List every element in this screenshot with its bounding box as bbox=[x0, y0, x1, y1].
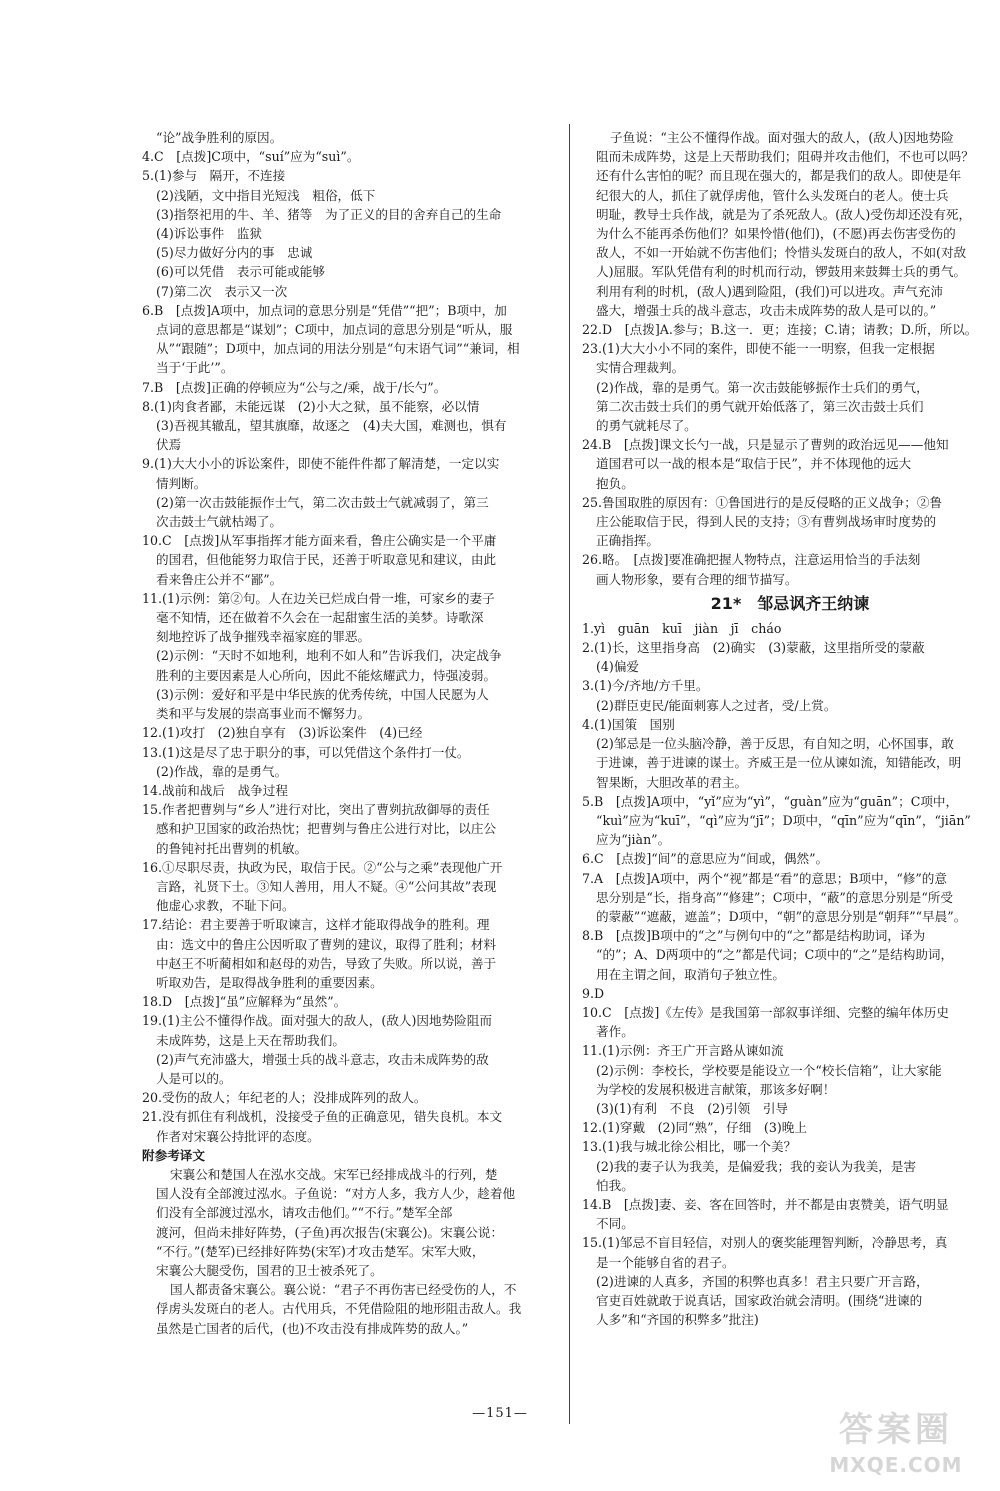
answer-line: 9.D bbox=[582, 985, 605, 1001]
answer-line: 1.yì guān kuī jiàn jī cháo bbox=[582, 620, 782, 636]
right-column bbox=[582, 128, 998, 1329]
answer-line: 毫不知情，还在做着不久会在一起甜蜜生活的美梦。诗歌深 bbox=[156, 610, 484, 626]
answer-line: 明耻，教导士兵作战，就是为了杀死敌人。(敌人)受伤却还没有死， bbox=[596, 206, 972, 222]
answer-line: 听取劝告，是取得战争胜利的重要因素。 bbox=[156, 974, 383, 990]
answer-line: 15.(1)邹忌不盲目轻信，对别人的褒奖能理智判断，冷静思考，真 bbox=[582, 1235, 948, 1251]
answer-line: 盛大，增强士兵的战斗意志，攻击未成阵势的敌人是可以的。” bbox=[596, 302, 937, 318]
answer-line: 看来鲁庄公并不“鄙”。 bbox=[156, 571, 283, 587]
answer-line: 由：选文中的鲁庄公因听取了曹刿的建议，取得了胜利；材料 bbox=[156, 936, 497, 952]
answer-line: 实情合理裁判。 bbox=[596, 360, 685, 376]
answer-line: 16.①尽职尽责，执政为民，取信于民。②“公与之乘”表现他广开 bbox=[142, 859, 503, 875]
answer-line: “kuì”应为“kuī”，“qì”应为“jī”；D项中，“qīn”应为“qīn”，“jiān” bbox=[596, 812, 971, 828]
answer-line: 7.A [点拨]A项中，两个“视”都是“看”的意思；B项中，“修”的意 bbox=[582, 870, 947, 886]
answer-line: 智果断，大胆改革的君主。 bbox=[596, 774, 748, 790]
answer-line: 2.(1)长，这里指身高 (2)确实 (3)蒙蔽，这里指所受的蒙蔽 bbox=[582, 640, 925, 656]
answer-line: 官吏百姓就敢于说真话，国家政治就会清明。(围绕“进谏的 bbox=[596, 1292, 923, 1308]
answer-line: 宋襄公大腿受伤，国君的卫士被杀死了。 bbox=[156, 1262, 383, 1278]
answer-line: 7.B [点拨]正确的停顿应为“公与之/乘，战于/长勺”。 bbox=[142, 379, 447, 395]
answer-line: 不同。 bbox=[596, 1216, 634, 1232]
watermark-logo bbox=[806, 1408, 986, 1488]
right-column-section-answers bbox=[582, 619, 998, 1330]
answer-line: 6.B [点拨]A项中，加点词的意思分别是“凭借”“把”；B项中，加 bbox=[142, 302, 507, 318]
answer-line: 还有什么害怕的呢？而且现在强大的，都是我们的敌人。即使是年 bbox=[596, 168, 962, 184]
answer-line: 第二次击鼓士兵们的勇气就开始低落了，第三次击鼓士兵们 bbox=[596, 398, 924, 414]
answer-line: 怕我。 bbox=[596, 1177, 634, 1193]
answer-line: 庄公能取信于民，得到人民的支持；③有曹刿战场审时度势的 bbox=[596, 514, 937, 530]
answer-line: 20.受伤的敌人；年纪老的人；没排成阵列的敌人。 bbox=[142, 1090, 427, 1106]
answer-line: 24.B [点拨]课文长勺一战，只是显示了曹刿的政治远见——他知 bbox=[582, 437, 949, 453]
answer-line: 人多”和“齐国的积弊多”批注) bbox=[596, 1312, 759, 1328]
answer-line: (2)群臣吏民/能面刺寡人之过者，受/上赏。 bbox=[596, 697, 837, 713]
answer-line: (3)吾视其辙乱，望其旗靡，故逐之 (4)夫大国，难测也，惧有 bbox=[156, 418, 507, 434]
answer-line: 胜利的主要因素是人心所向，因此不能炫耀武力，恃强凌弱。 bbox=[156, 667, 497, 683]
answer-line: 国人没有全部渡过泓水。子鱼说：“对方人多，我方人少，趁着他 bbox=[156, 1186, 516, 1202]
answer-line: 22.D [点拨]A.参与；B.这一．更；连接；C.请；请教；D.所，所以。 bbox=[582, 322, 978, 338]
answer-line: (3)(1)有利 不良 (2)引领 引导 bbox=[596, 1100, 789, 1116]
answer-line: 15.作者把曹刿与“乡人”进行对比，突出了曹刿抗敌御辱的责任 bbox=[142, 802, 490, 818]
answer-line: 子鱼说：“主公不懂得作战。面对强大的敌人，(敌人)因地势险 bbox=[610, 130, 954, 145]
answer-line: 11.(1)示例：第②句。人在边关已烂成白骨一堆，可家乡的妻子 bbox=[142, 590, 495, 606]
answer-line: 17.结论：君主要善于听取谏言，这样才能取得战争的胜利。理 bbox=[142, 917, 490, 933]
answer-line: 应为“jiàn”。 bbox=[596, 832, 671, 848]
answer-line: 13.(1)我与城北徐公相比，哪一个美？ bbox=[582, 1139, 797, 1155]
answer-line: 14.战前和战后 战争过程 bbox=[142, 782, 288, 798]
answer-line: “论”战争胜利的原因。 bbox=[156, 130, 283, 145]
answer-line: (6)可以凭借 表示可能或能够 bbox=[156, 264, 325, 280]
answer-line: (2)我的妻子认为我美，是偏爱我；我的妾认为我美，是害 bbox=[596, 1158, 917, 1174]
answer-line: 思分别是“长，指身高”“修建”；C项中，“蔽”的意思分别是“所受 bbox=[596, 889, 953, 905]
answer-line: 14.B [点拨]妻、妾、客在回答时，并不都是由衷赞美，语气明显 bbox=[582, 1196, 949, 1212]
answer-line: 13.(1)这是尽了忠于职分的事，可以凭借这个条件打一仗。 bbox=[142, 744, 470, 760]
answer-line: 11.(1)示例：齐王广开言路从谏如流 bbox=[582, 1043, 784, 1059]
answer-line: 宋襄公和楚国人在泓水交战。宋军已经排成战斗的行列，楚 bbox=[170, 1166, 498, 1182]
answer-line: 国人都责备宋襄公。襄公说：“君子不再伤害已经受伤的人，不 bbox=[170, 1282, 517, 1298]
answer-line: (2)进谏的人真多，齐国的积弊也真多！君主只要广开言路， bbox=[596, 1273, 929, 1289]
answer-line: 4.C [点拨]C项中，“suí”应为“suì”。 bbox=[142, 149, 360, 165]
answer-line: 点词的意思都是“谋划”；C项中，加点词的意思分别是“听从，服 bbox=[156, 322, 513, 338]
page-number: —151— bbox=[472, 1406, 528, 1421]
answer-line: 为学校的发展积极进言献策，那该多好啊！ bbox=[596, 1081, 836, 1097]
answer-line: 俘虏头发斑白的老人。古代用兵，不凭借险阻的地形阻击敌人。我 bbox=[156, 1301, 522, 1317]
answer-line: “的”；A、D两项中的“之”都是代词；C项中的“之”是结构助词， bbox=[596, 947, 954, 963]
answer-line: 5.B [点拨]A项中，“yǐ”应为“yì”，“guàn”应为“guān”；C项中， bbox=[582, 793, 959, 809]
answer-line: 类和平与发展的崇高事业而不懈努力。 bbox=[156, 706, 371, 722]
answer-line: 的蒙蔽”“遮蔽，遮盖”；D项中，“朝”的意思分别是“朝拜”“早晨”。 bbox=[596, 908, 967, 924]
answer-line: 渡河，但尚未排好阵势，(子鱼)再次报告(宋襄公)。宋襄公说： bbox=[156, 1224, 504, 1240]
answer-line: 从”“跟随”；D项中，加点词的用法分别是“句末语气词”“兼词，相 bbox=[156, 341, 520, 357]
answer-line: (7)第二次 表示又一次 bbox=[156, 283, 288, 299]
answer-line: 们没有全部渡过泓水，请攻击他们。”“不行。”楚军全部 bbox=[156, 1205, 453, 1221]
left-column bbox=[142, 128, 556, 1338]
answer-line: 利用有利的时机，(敌人)遇到险阻，(我们)可以进攻。声气充沛 bbox=[596, 283, 944, 299]
answer-line: 道国君可以一战的根本是“取信于民”，并不体现他的远大 bbox=[596, 456, 912, 472]
answer-line: (2)示例：“天时不如地利，地利不如人和”告诉我们，决定战争 bbox=[156, 648, 502, 664]
right-column-continuation bbox=[582, 128, 998, 589]
answer-line: 人)屈服。军队凭借有利的时机而行动，锣鼓用来鼓舞士兵的勇气。 bbox=[596, 264, 967, 280]
answer-line: 的国君，但他能努力取信于民，还善于听取意见和建议，由此 bbox=[156, 552, 497, 568]
answer-line: 8.B [点拨]B项中的“之”与例句中的“之”都是结构助词，译为 bbox=[582, 928, 926, 944]
answer-line: 23.(1)大大小小不同的案件，即使不能一一明察，但我一定根据 bbox=[582, 341, 935, 357]
answer-line: 10.C [点拨]从军事指挥才能方面来看，鲁庄公确实是一个平庸 bbox=[142, 533, 497, 549]
subheading: 附参考译文 bbox=[142, 1147, 205, 1163]
answer-line: 的勇气就耗尽了。 bbox=[596, 418, 697, 434]
answer-line: 8.(1)肉食者鄙，未能远谋 (2)小大之狱，虽不能察，必以情 bbox=[142, 398, 480, 414]
answer-line: 19.(1)主公不懂得作战。面对强大的敌人，(敌人)因地势险阻而 bbox=[142, 1013, 492, 1029]
answer-line: (5)尽力做好分内的事 忠诚 bbox=[156, 245, 313, 261]
answer-line: 6.C [点拨]“间”的意思应为“间或，偶然”。 bbox=[582, 851, 829, 867]
answer-line: 9.(1)大大小小的诉讼案件，即使不能件件都了解清楚，一定以实 bbox=[142, 456, 500, 472]
answer-line: (2)声气充沛盛大，增强士兵的战斗意志，攻击未成阵势的敌 bbox=[156, 1051, 489, 1067]
answer-line: 的鲁钝衬托出曹刿的机敏。 bbox=[156, 840, 308, 856]
answer-line: (2)浅陋，文中指目光短浅 粗俗，低下 bbox=[156, 187, 376, 203]
answer-line: 21.没有抓住有利战机，没接受子鱼的正确意见，错失良机。本文 bbox=[142, 1109, 503, 1125]
answer-line: (4)偏爱 bbox=[596, 659, 640, 675]
watermark-text: 答案圈 bbox=[839, 1410, 953, 1450]
column-divider bbox=[569, 124, 570, 1424]
answer-line: 于进谏，善于进谏的谋士。齐威王是一位从谏如流，知错能改，明 bbox=[596, 755, 962, 771]
answer-line: 情判断。 bbox=[156, 475, 207, 491]
answer-line: 阻而未成阵势，这是上天帮助我们；阻碍并攻击他们，不也可以吗？ bbox=[596, 149, 974, 165]
answer-line: 18.D [点拨]“虽”应解释为“虽然”。 bbox=[142, 994, 347, 1010]
answer-line: 刻地控诉了战争摧残幸福家庭的罪恶。 bbox=[156, 629, 371, 645]
answer-line: 4.(1)国策 国别 bbox=[582, 716, 675, 732]
answer-line: 著作。 bbox=[596, 1024, 634, 1040]
answer-line: 12.(1)攻打 (2)独自享有 (3)诉讼案件 (4)已经 bbox=[142, 725, 423, 741]
answer-line: (2)示例：李校长，学校要是能设立一个“校长信箱”，让大家能 bbox=[596, 1062, 942, 1078]
answer-line: 中赵王不听蔺相如和赵母的劝告，导致了失败。所以说，善于 bbox=[156, 955, 497, 971]
answer-line: 10.C [点拨]《左传》是我国第一部叙事详细、完整的编年体历史 bbox=[582, 1004, 949, 1020]
answer-line: 26.略。 [点拨]要准确把握人物特点，注意运用恰当的手法刻 bbox=[582, 552, 921, 568]
answer-line: (3)指祭祀用的牛、羊、猪等 为了正义的目的舍弃自己的生命 bbox=[156, 206, 502, 222]
answer-line: 正确指挥。 bbox=[596, 533, 659, 549]
answer-line: 感和护卫国家的政治热忱；把曹刿与鲁庄公进行对比，以庄公 bbox=[156, 821, 497, 837]
answer-line: 为什么不能再杀伤他们？如果怜惜(他们)，(不愿)再去伤害受伤的 bbox=[596, 226, 956, 242]
section-title: 21* 邹忌讽齐王纳谏 bbox=[710, 593, 870, 613]
answer-line: “不行。”(楚军)已经排好阵势(宋军)才攻击楚军。宋军大败， bbox=[156, 1243, 485, 1259]
answer-line: (2)第一次击鼓能振作士气，第二次击鼓士气就减弱了，第三 bbox=[156, 494, 489, 510]
answer-line: 次击鼓士气就枯竭了。 bbox=[156, 514, 282, 530]
answer-line: 纪很大的人，抓住了就俘虏他，管什么头发斑白的老人。使士兵 bbox=[596, 187, 949, 203]
answer-line: 抱负。 bbox=[596, 475, 634, 491]
watermark-url: MXQE.COM bbox=[829, 1453, 963, 1477]
answer-line: (2)作战，靠的是勇气。第一次击鼓能够振作士兵们的勇气， bbox=[596, 379, 929, 395]
answer-line: 当于‘于此’”。 bbox=[156, 360, 234, 376]
answer-line: (2)邹忌是一位头脑冷静，善于反思，有自知之明，心怀国事，敢 bbox=[596, 736, 954, 752]
answer-line: 未成阵势，这是上天在帮助我们。 bbox=[156, 1032, 345, 1048]
answer-line: 12.(1)穿戴 (2)同“熟”，仔细 (3)晚上 bbox=[582, 1120, 807, 1136]
answer-line: (2)作战，靠的是勇气。 bbox=[156, 763, 288, 779]
answer-line: 虽然是亡国者的后代，(也)不攻击没有排成阵势的敌人。” bbox=[156, 1320, 469, 1336]
answer-line: 用在主谓之间，取消句子独立性。 bbox=[596, 966, 785, 982]
answer-line: (3)示例：爱好和平是中华民族的优秀传统，中国人民愿为人 bbox=[156, 686, 489, 702]
answer-line: 作者对宋襄公持批评的态度。 bbox=[156, 1128, 320, 1144]
answer-line: 25.鲁国取胜的原因有：①鲁国进行的是反侵略的正义战争；②鲁 bbox=[582, 494, 943, 510]
answer-line: 他虚心求教，不耻下问。 bbox=[156, 898, 295, 914]
answer-line: 人是可以的。 bbox=[156, 1070, 232, 1086]
answer-line: 言路，礼贤下士。③知人善用，用人不疑。④“公问其故”表现 bbox=[156, 878, 497, 894]
answer-line: 敌人，不如一开始就不伤害他们；怜惜头发斑白的敌人，不如(对敌 bbox=[596, 245, 967, 261]
answer-line: (4)诉讼事件 监狱 bbox=[156, 226, 262, 242]
answer-line: 5.(1)参与 隔开，不连接 bbox=[142, 168, 286, 184]
answer-line: 画人物形象，要有合理的细节描写。 bbox=[596, 571, 798, 587]
answer-line: 是一个能够自省的君子。 bbox=[596, 1254, 735, 1270]
answer-line: 3.(1)今/齐地/方千里。 bbox=[582, 678, 709, 694]
answer-line: 伏焉 bbox=[156, 437, 182, 453]
